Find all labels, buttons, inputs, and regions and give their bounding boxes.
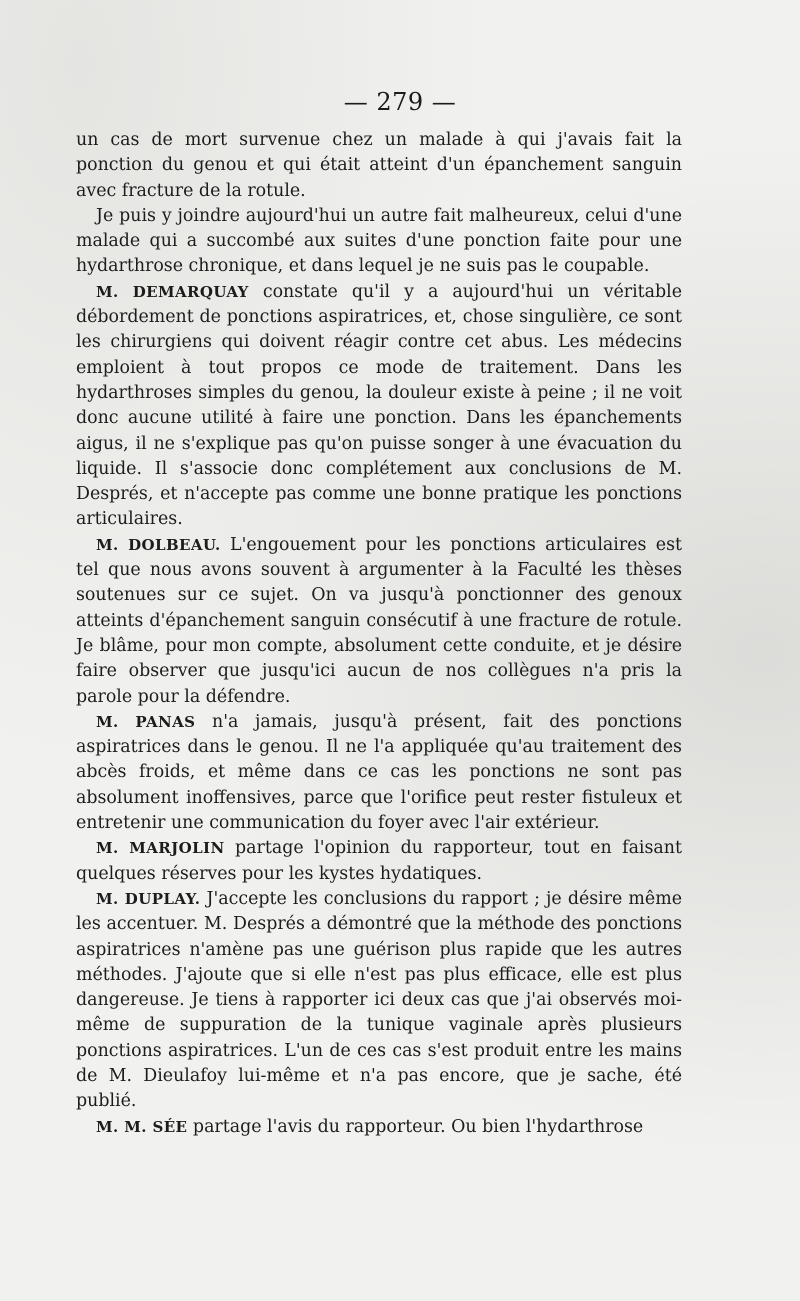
paragraph-text: partage l'opinion du rapporteur, tout en faisant quelques réserves pour les kystes hydatiques. (76, 838, 682, 884)
speaker-name: M. MARJOLIN (96, 839, 225, 858)
paragraph-duplay (76, 887, 682, 1115)
speaker-name: M. DOLBEAU. (96, 535, 221, 554)
speaker-name: M. M. SÉE (96, 1117, 188, 1136)
paragraph-see (76, 1115, 682, 1140)
paragraph (76, 204, 682, 280)
paragraph-text: constate qu'il y a aujourd'hui un véritable débordement de ponctions aspiratrices, et, chose singulière, ce sont les chirurgiens qui doivent réagir contre cet abus. Les médecins emploient à tout propos ce mode de traitement. Dans les hydarthroses simples du genou, la douleur existe à peine ; il ne voit donc aucune utilité à faire une ponction. Dans les épanchements aigus, il ne s'explique pas qu'on puisse songer à une évacuation du liquide. Il s'associe donc complétement aux conclusions de M. Després, et n'accepte pas comme une bonne pratique les ponctions articulaires. (76, 281, 682, 530)
paragraph-text: n'a jamais, jusqu'à présent, fait des ponctions aspiratrices dans le genou. Il ne l'a appliquée qu'au traitement des abcès froids, et même dans ce cas les ponctions ne sont pas absolument inoffensives, parce que l'orifice peut rester fistuleux et entretenir une communication du foyer avec l'air extérieur. (76, 711, 682, 834)
paragraph-text: Je puis y joindre aujourd'hui un autre fait malheureux, celui d'une malade qui a succombé aux suites d'une ponction faite pour une hydarthrose chronique, et dans lequel je ne suis pas le coupable. (76, 205, 682, 277)
paragraph-text: L'engouement pour les ponctions articulaires est tel que nous avons souvent à argumenter à la Faculté les thèses soutenues sur ce sujet. On va jusqu'à ponctionner des genoux atteints d'épanchement sanguin consécutif à une fracture de rotule. Je blâme, pour mon compte, absolument cette conduite, et je désire faire observer que jusqu'ici aucun de nos collègues n'a pris la parole pour la défendre. (76, 534, 682, 707)
paragraph-demarquay (76, 280, 682, 533)
paragraph-continuation (76, 128, 682, 204)
paragraph-text: un cas de mort survenue chez un malade à qui j'avais fait la ponction du genou et qui était atteint d'un épanchement sanguin avec fracture de la rotule. (76, 130, 682, 201)
paragraph-marjolin (76, 836, 682, 887)
speaker-name: M. DUPLAY. (96, 889, 201, 908)
paragraph-text: J'accepte les conclusions du rapport ; je désire même les accentuer. M. Després a démontré que la méthode des ponctions aspiratrices n'amène pas une guérison plus rapide que les autres méthodes. J'ajoute que si elle n'est pas plus efficace, elle est plus dangereuse. Je tiens à rapporter ici deux cas que j'ai observés moi-même de suppuration de la tunique vaginale après plusieurs ponctions aspiratrices. L'un de ces cas s'est produit entre les mains de M. Dieulafoy lui-même et n'a pas encore, que je sache, été publié. (76, 888, 682, 1112)
paragraph-dolbeau (76, 533, 682, 710)
paragraph-panas (76, 710, 682, 836)
page-number: — 279 — (343, 88, 457, 116)
speaker-name: M. PANAS (96, 712, 196, 731)
paragraph-text: partage l'avis du rapporteur. Ou bien l'hydarthrose (187, 1116, 644, 1137)
body-text (76, 128, 682, 1140)
speaker-name: M. DEMARQUAY (96, 282, 249, 301)
